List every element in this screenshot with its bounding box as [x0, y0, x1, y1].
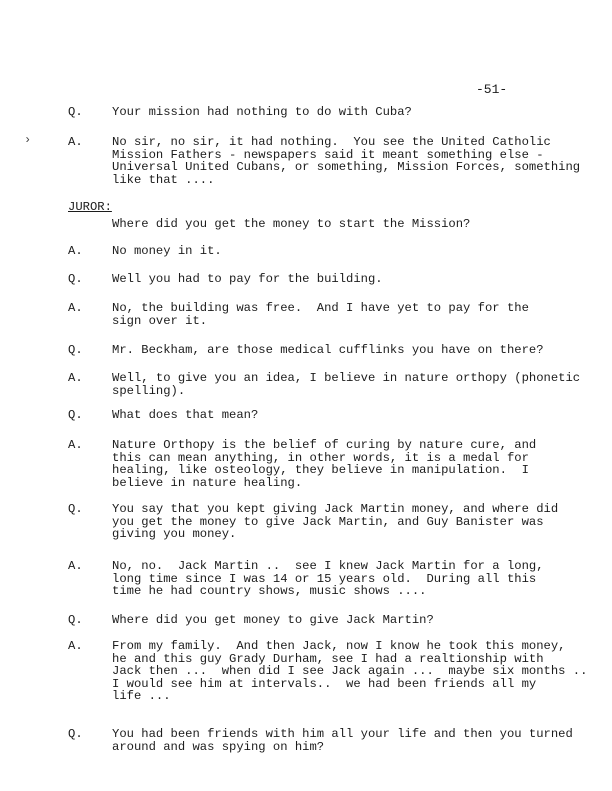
speaker-label: Q. [68, 613, 83, 627]
transcript-entry [0, 614, 612, 629]
transcript-line: Well, to give you an idea, I believe in nature orthopy (phonetic [112, 371, 581, 385]
transcript-line: You say that you kept giving Jack Martin money, and where did [112, 502, 559, 516]
transcript-line: you get the money to give Jack Martin, and Guy Banister was [112, 514, 544, 529]
transcript-entry [0, 245, 612, 260]
transcript-line: I would see him at intervals.. we had been friends all my [112, 676, 537, 691]
transcript-line: like that .... [112, 172, 215, 187]
transcript-line: No, no. Jack Martin .. see I knew Jack Martin for a long, [112, 559, 544, 573]
speaker-label: A. [68, 559, 83, 573]
transcript-line: believe in nature healing. [112, 475, 303, 490]
transcript-line: this can mean anything, in other words, it is a medal for [112, 450, 529, 465]
transcript-line: From my family. And then Jack, now I know he took this money, [112, 639, 566, 653]
transcript-entry [0, 728, 612, 755]
transcript-entry [0, 136, 612, 188]
transcript-line: Mr. Beckham, are those medical cufflinks you have on there? [112, 343, 544, 357]
transcript-line: giving you money. [112, 527, 237, 541]
page-number: -51- [476, 82, 508, 97]
transcript-line: time he had country shows, music shows .... [112, 584, 427, 598]
transcript-line: sign over it. [112, 313, 208, 328]
transcript-line: Mission Fathers - newspapers said it meant something else - [112, 147, 544, 162]
transcript-line: Jack then ... when did I see Jack again ... maybe six months .. [112, 664, 588, 678]
speaker-label: A. [68, 371, 83, 385]
transcript-line: he and this guy Grady Durham, see I had a realtionship with [112, 651, 544, 666]
transcript-entry [0, 409, 612, 424]
speaker-label: A. [68, 639, 83, 653]
speaker-label: Q. [68, 408, 83, 422]
transcript-line: life ... [112, 689, 171, 703]
transcript-line: What does that mean? [112, 408, 259, 422]
speaker-label: A. [68, 301, 83, 315]
transcript-line: No sir, no sir, it had nothing. You see the United Catholic [112, 135, 551, 149]
transcript-entry [0, 273, 612, 288]
speaker-label: A. [68, 244, 83, 258]
transcript-entry [0, 439, 612, 491]
transcript-line: Your mission had nothing to do with Cuba? [112, 105, 412, 119]
transcript-line: You had been friends with him all your life and then you turned [112, 727, 573, 741]
speaker-label: Q. [68, 343, 83, 357]
transcript-line: healing, like osteology, they believe in manipulation. I [112, 463, 529, 477]
speaker-label: Q. [68, 105, 83, 119]
transcript-entry [0, 640, 612, 705]
transcript-entry [0, 560, 612, 600]
speaker-label: Q. [68, 272, 83, 286]
transcript-line: Well you had to pay for the building. [112, 272, 383, 286]
transcript-entry [0, 503, 612, 543]
transcript-entry [0, 218, 612, 233]
transcript-entry [0, 344, 612, 359]
transcript-line: spelling). [112, 383, 186, 398]
speaker-label: A. [68, 438, 83, 452]
speaker-label: Q. [68, 502, 83, 516]
transcript-line: Nature Orthopy is the belief of curing by nature cure, and [112, 438, 537, 452]
transcript-line: No money in it. [112, 244, 222, 258]
speaker-label: A. [68, 135, 83, 149]
juror-label: JUROR: [68, 200, 112, 214]
transcript-line: No, the building was free. And I have yet to pay for the [112, 301, 529, 315]
transcript-entry [0, 372, 612, 399]
speaker-label: Q. [68, 727, 83, 741]
transcript-entry [0, 106, 612, 121]
transcript-line: Where did you get money to give Jack Martin? [112, 613, 434, 627]
transcript-line: long time since I was 14 or 15 years old. During all this [112, 571, 537, 586]
transcript-entry [0, 302, 612, 329]
transcript-line: around and was spying on him? [112, 739, 325, 754]
transcript-line: Where did you get the money to start the Mission? [112, 217, 471, 231]
transcript-line: Universal United Cubans, or something, Mission Forces, something [112, 160, 581, 174]
margin-mark: › [24, 133, 32, 147]
